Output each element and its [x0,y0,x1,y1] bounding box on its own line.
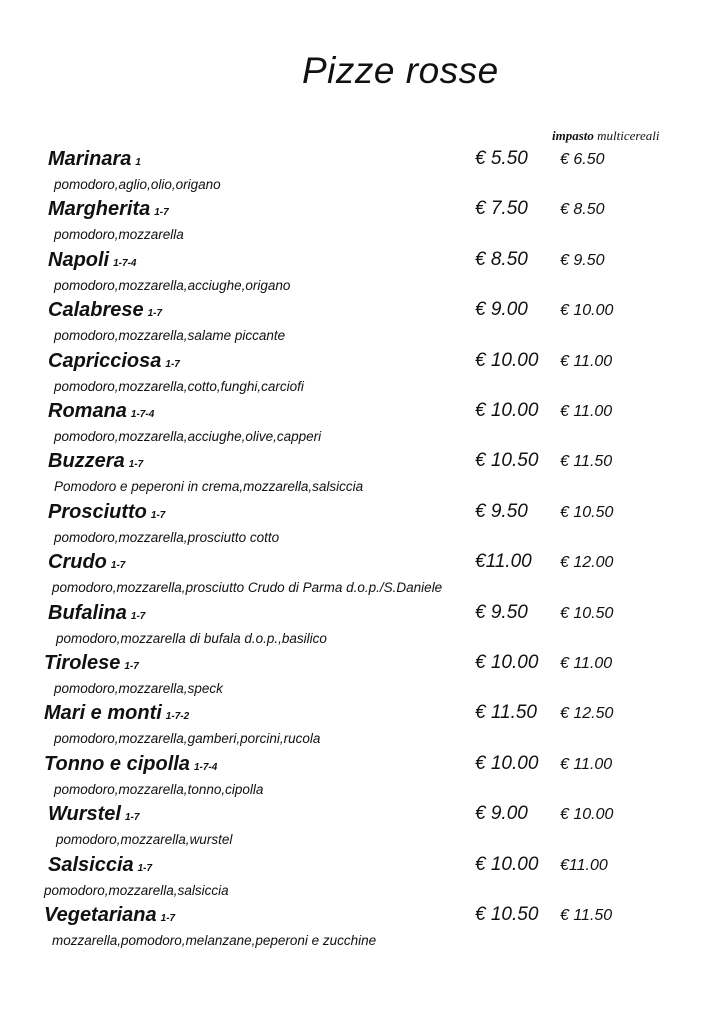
item-name-text: Vegetariana [44,904,157,926]
menu-item [0,803,724,853]
item-price-multicereali: € 11.00 [560,352,613,370]
item-price: € 9.00 [475,299,528,321]
item-price-multicereali: € 12.50 [560,705,614,723]
item-description: pomodoro,mozzarella,tonno,cipolla [54,781,264,797]
item-name-text: Margherita [48,198,151,221]
item-price: € 8.50 [475,248,528,270]
item-allergens: 1-7 [124,661,139,672]
item-description: pomodoro,mozzarella,salame piccante [54,328,286,344]
item-name [48,854,152,877]
item-description: pomodoro,mozzarella,speck [54,681,223,696]
item-price-multicereali: € 12.00 [560,554,614,572]
item-name [48,450,143,473]
item-description: pomodoro,mozzarella,acciughe,olive,capperi [54,429,322,444]
item-description: pomodoro,mozzarella,wurstel [56,832,233,848]
column-header-bold: impasto [552,128,594,143]
menu-item [0,501,724,551]
column-header-rest: multicereali [597,128,660,143]
item-allergens: 1-7 [150,509,166,521]
item-name [48,198,169,221]
menu-item [0,350,724,400]
item-description: pomodoro,mozzarella,prosciutto cotto [54,529,280,545]
item-allergens: 1-7 [128,459,144,471]
menu-item [0,299,724,349]
item-name-text: Bufalina [48,601,127,624]
menu-item [0,904,724,954]
item-description: pomodoro,mozzarella,gamberi,porcini,rucola [54,731,321,747]
menu-item [0,602,724,652]
item-allergens: 1 [135,157,141,168]
item-name-text: Tirolese [44,652,121,674]
item-price-multicereali: € 10.50 [560,503,614,521]
menu-item [0,854,724,904]
item-name-text: Marinara [48,148,132,170]
item-description: mozzarella,pomodoro,melanzane,peperoni e zucchine [52,933,377,948]
item-allergens: 1-7-4 [130,409,155,420]
item-description: pomodoro,mozzarella,cotto,funghi,carciofi [54,378,304,394]
item-description: pomodoro,mozzarella,salsiccia [44,882,229,898]
item-allergens: 1-7-2 [165,711,190,723]
item-price-multicereali: € 11.50 [560,907,613,924]
item-description: pomodoro,mozzarella,acciughe,origano [54,277,291,293]
item-name [48,249,136,272]
item-name-text: Prosciutto [48,500,147,523]
item-price-multicereali: € 10.00 [560,302,614,320]
item-price: € 9.50 [475,601,528,623]
item-allergens: 1-7 [154,207,169,219]
menu-item [0,702,724,752]
item-price: € 10.50 [475,904,539,925]
item-price-multicereali: € 11.00 [560,755,613,773]
item-name [48,148,141,171]
item-price: € 7.50 [475,198,528,220]
item-name [48,602,145,625]
item-allergens: 1-7 [165,358,180,370]
menu-item [0,753,724,803]
menu-item [0,551,724,601]
menu-item [0,450,724,500]
item-name-text: Mari e monti [44,702,162,725]
item-name [48,350,180,373]
item-name [48,400,154,423]
menu-item [0,198,724,248]
menu-item [0,249,724,299]
item-price-multicereali: € 11.50 [560,453,613,471]
item-name-text: Calabrese [48,299,144,322]
column-header-multicereali [552,128,660,144]
item-description: pomodoro,aglio,olio,origano [54,177,221,192]
item-name [48,501,165,524]
item-allergens: 1-7 [124,812,140,824]
item-price-multicereali: € 10.00 [560,806,614,824]
item-price: € 11.50 [475,702,537,724]
item-name-text: Romana [48,400,127,422]
item-allergens: 1-7-4 [113,257,137,269]
item-name [48,803,139,826]
item-price: €11.00 [475,551,532,573]
item-description: pomodoro,mozzarella di bufala d.o.p.,basilico [56,630,327,646]
item-price: € 10.50 [475,450,539,472]
item-price-multicereali: € 6.50 [560,151,605,168]
item-name-text: Tonno e cipolla [44,752,190,775]
item-allergens: 1-7 [130,610,146,622]
item-name [44,904,175,927]
item-allergens: 1-7-4 [193,761,218,773]
item-price-multicereali: € 11.00 [560,655,613,672]
item-price: € 10.00 [475,349,539,371]
menu-item [0,400,724,450]
item-name-text: Buzzera [48,450,125,473]
item-allergens: 1-7 [160,913,176,924]
item-price: € 10.00 [475,400,539,421]
menu-item [0,652,724,702]
item-name-text: Wurstel [48,803,121,826]
item-price-multicereali: € 8.50 [560,201,605,219]
item-name [48,299,162,322]
item-price: € 9.50 [475,500,528,522]
item-name-text: Napoli [48,248,110,271]
item-price-multicereali: € 9.50 [560,251,605,269]
item-price: € 9.00 [475,803,528,825]
item-name-text: Capricciosa [48,349,162,372]
item-name [44,702,189,725]
item-price-multicereali: € 10.50 [560,604,614,622]
item-price-multicereali: € 11.00 [560,403,613,420]
item-name-text: Salsiccia [48,853,134,876]
item-description: pomodoro,mozzarella [54,227,184,243]
item-allergens: 1-7 [110,560,126,572]
item-name [44,753,217,776]
item-name [48,551,125,574]
item-description: Pomodoro e peperoni in crema,mozzarella,salsiccia [54,479,364,495]
item-price: € 10.00 [475,853,539,875]
item-price: € 5.50 [475,148,528,169]
item-allergens: 1-7 [147,308,163,320]
item-price: € 10.00 [475,652,539,673]
item-description: pomodoro,mozzarella,prosciutto Crudo di Parma d.o.p./S.Daniele [52,580,443,596]
page-title: Pizze rosse [302,50,499,91]
item-name [44,652,139,675]
item-allergens: 1-7 [137,862,153,874]
item-name-text: Crudo [48,551,107,574]
menu-item [0,148,724,198]
item-price: € 10.00 [475,752,539,774]
item-price-multicereali: €11.00 [560,856,608,874]
